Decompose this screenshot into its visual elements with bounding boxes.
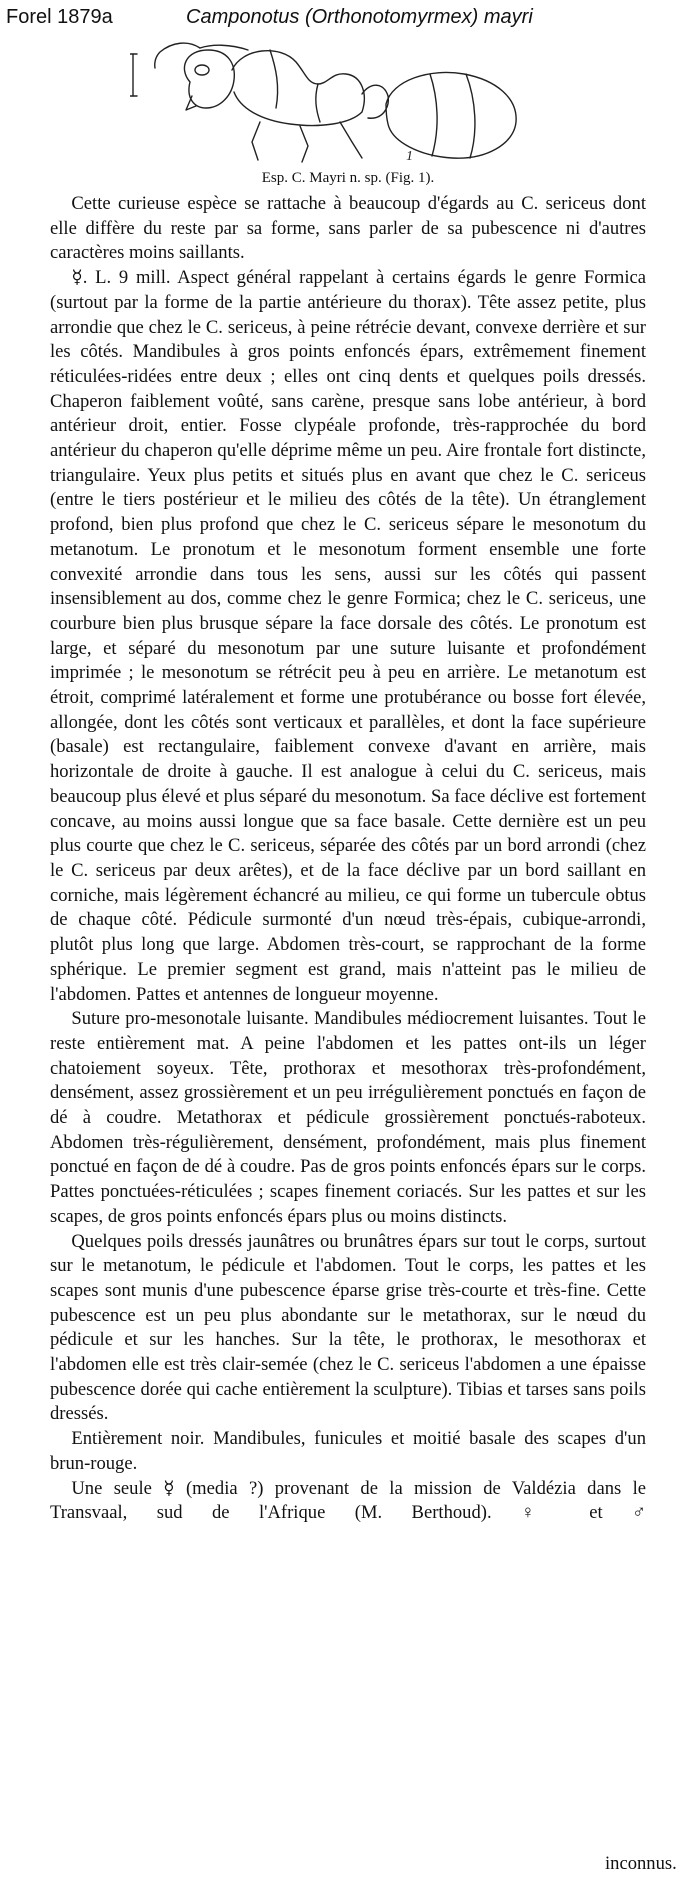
trailing-word: inconnus. xyxy=(605,1853,677,1874)
header-author-year: Forel 1879a xyxy=(6,6,113,28)
body-text xyxy=(50,192,646,1526)
paragraph-color: Entièrement noir. Mandibules, funicules et moitié basale des scapes d'un brun-rouge. xyxy=(50,1428,646,1474)
ant-figure-icon xyxy=(130,38,520,166)
header-taxon-name: Camponotus (Orthonotomyrmex) mayri xyxy=(186,6,533,28)
paragraph-worker-description: ☿. L. 9 mill. Aspect général rappelant à certains égards le genre Formica (surtout par la forme de la partie antérieure du thorax). Tête assez petite, plus arrondie que chez le C. sericeus, à peine rétrécie devant, convexe derrière et sur les côtés. Mandibules à gros points enfoncés épars, extrêmement finement réticulées-ridées entre deux ; elles ont cinq dents et quelques poils dressés. Chaperon faiblement voûté, sans carène, presque sans lobe antérieur, à bord antérieur droit, entier. Fosse clypéale profonde, très-rapprochée du bord antérieur du chaperon qu'elle déprime même un peu. Aire frontale fort distincte, triangulaire. Yeux plus petits et situés plus en avant que chez le C. sericeus (entre le tiers postérieur et le milieu des côtés de la tête). Un étranglement profond, bien plus profond que chez le C. sericeus sépare le mesonotum du metanotum. Le pronotum et le mesonotum forment ensemble une forte convexité arrondie dans tous les sens, aussi sur les côtés qui passent insensiblement au dos, comme chez le genre Formica; chez le C. sericeus, une courbure bien plus brusque sépare la face dorsale des côtés. Le pronotum est large, et séparé du mesonotum par une suture luisante et profondément imprimée ; le mesonotum se rétrécit peu à peu en arrière. Le metanotum est étroit, comprimé latéralement et forme une protubérance ou bosse fort élevée, allongée, dont les côtés sont verticaux et parallèles, et dont la face supérieure (basale) est rectangulaire, faiblement convexe d'avant en arrière, mais horizontale de droite à gauche. Il est analogue à celui du C. sericeus, mais beaucoup plus élevé et plus séparé du mesonotum. Sa face déclive est fortement concave, au moins aussi longue que sa face basale. Cette dernière est un peu plus courte que chez le C. sericeus, séparée des côtés par un bord arrondi (chez le C. sericeus par deux arêtes), et de la face déclive par un bord saillant en corniche, mais légèrement échancré au milieu, ce qui forme un tubercule obtus de chaque côté. Pédicule surmonté d'un nœud très-épais, cubique-arrondi, plutôt plus long que large. Abdomen très-court, se rapprochant de la forme sphérique. Le premier segment est grand, mais n'atteint pas le milieu de l'abdomen. Pattes et antennes de longueur moyenne. xyxy=(50,267,646,1005)
figure-caption: Esp. C. Mayri n. sp. (Fig. 1). xyxy=(261,170,435,186)
paragraph-intro: Cette curieuse espèce se rattache à beaucoup d'égards au C. sericeus dont elle diffère du reste par sa forme, sans parler de sa pubescence ni d'autres caractères moins saillants. xyxy=(50,193,646,264)
paragraph-sculpture: Suture pro-mesonotale luisante. Mandibules médiocrement luisantes. Tout le reste entièrement mat. A peine l'abdomen et les pattes ont-ils un léger chatoiement soyeux. Tête, prothorax et mesothorax très-profondément, densément, assez grossièrement et un peu irrégulièrement ponctués en façon de dé à coudre. Metathorax et pédicule grossièrement ponctués-raboteux. Abdomen très-régulièrement, densément, profondément, mais plus finement ponctué en façon de dé à coudre. Pas de gros points enfoncés épars sur le corps. Pattes ponctuées-réticulées ; scapes finement coriacés. Sur les pattes et sur les scapes, de gros points enfoncés épars plus ou moins distincts. xyxy=(50,1008,646,1227)
figure-label: 1 xyxy=(406,149,413,164)
paragraph-pilosity: Quelques poils dressés jaunâtres ou brunâtres épars sur tout le corps, surtout sur le metanotum, le pédicule et l'abdomen. Tout le corps, les pattes et les scapes sont munis d'une pubescence éparse grise très-courte et très-fine. Cette pubescence est un peu plus abondante sur le metathorax, sur le nœud du pédicule et sur les hanches. Sur la tête, le prothorax, le mesothorax et l'abdomen elle est très clair-semée (chez le C. sericeus l'abdomen a une épaisse pubescence dorée qui cache entièrement la sculpture). Tibias et tarses sans poils dressés. xyxy=(50,1230,646,1425)
paragraph-locality: Une seule ☿ (media ?) provenant de la mission de Valdézia dans le Transvaal, sud de l'Afrique (M. Berthoud). ♀ et ♂ xyxy=(50,1477,646,1524)
